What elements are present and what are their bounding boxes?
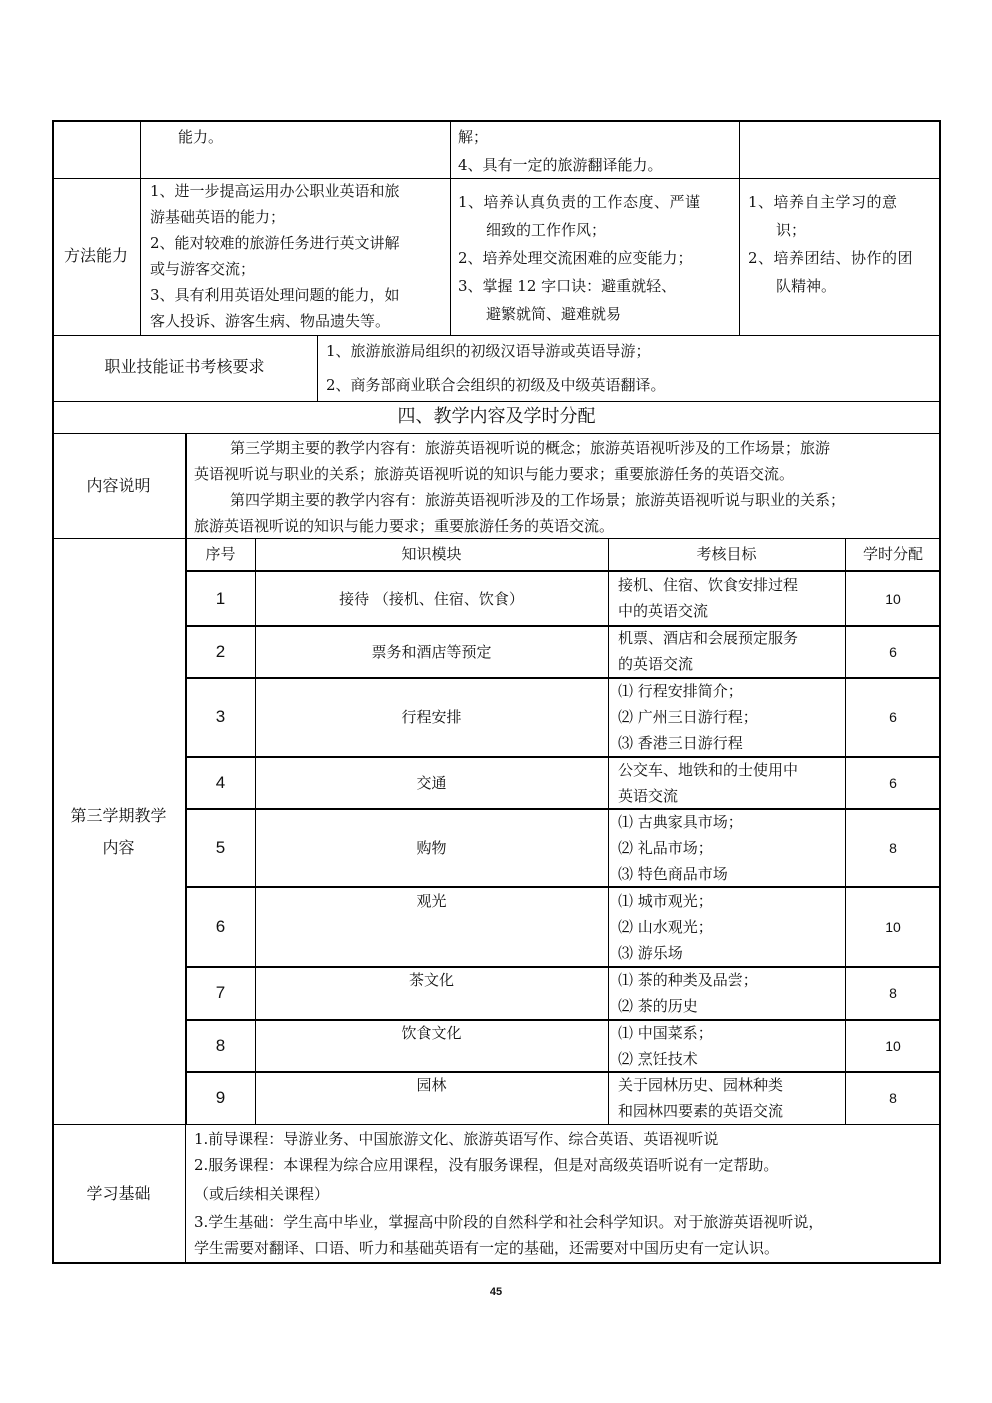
page-number: 45 — [489, 1286, 503, 1298]
basis-text: 学生需要对翻译、口语、听力和基础英语有一定的基础，还需要对中国历史有一定认识。 — [194, 1239, 780, 1257]
method-ability-text: 2、能对较难的旅游任务进行英文讲解 — [150, 234, 400, 252]
social-ability-text: 3、掌握 12 字口诀：避重就轻、 — [458, 277, 677, 295]
social-ability-text: 细致的工作作风； — [486, 221, 607, 239]
basis-text: 1.前导课程：导游业务、中国旅游文化、旅游英语写作、综合英语、英语视听说 — [194, 1130, 719, 1148]
rule — [450, 120, 451, 335]
semester-label: 内容 — [102, 838, 135, 857]
basis-label: 学习基础 — [86, 1184, 151, 1203]
content-text: 第三学期主要的教学内容有：旅游英语视听说的概念；旅游英语视听涉及的工作场景；旅游 — [230, 439, 831, 457]
row-goal: ⑶ 香港三日游行程 — [618, 734, 743, 752]
content-text: 英语视听说与职业的关系；旅游英语视听说的知识与能力要求；重要旅游任务的英语交流。 — [194, 465, 795, 483]
certificate-text: 1、旅游旅游局组织的初级汉语导游或英语导游； — [326, 342, 651, 360]
row-module: 接待 （接机、住宿、饮食） — [339, 590, 524, 608]
row-hours: 10 — [885, 591, 901, 607]
row-goal: ⑴ 茶的种类及品尝； — [618, 971, 758, 989]
method-ability-text: 3、具有利用英语处理问题的能力，如 — [150, 286, 400, 304]
row-hours: 10 — [885, 919, 901, 935]
row-no: 4 — [215, 773, 226, 792]
method-ability-label: 方法能力 — [63, 246, 128, 265]
ability-cell-text: 解； — [458, 128, 489, 146]
personal-ability-text: 1、培养自主学习的意 — [748, 193, 898, 211]
row-hours: 6 — [889, 775, 897, 791]
header-hours: 学时分配 — [862, 545, 923, 563]
row-no: 5 — [215, 838, 226, 857]
row-goal: ⑵ 礼品市场； — [618, 839, 713, 857]
row-module: 行程安排 — [401, 708, 462, 726]
row-module: 交通 — [416, 774, 447, 792]
row-goal: 公交车、地铁和的士使用中 — [618, 761, 799, 779]
basis-text: 3.学生基础：学生高中毕业，掌握高中阶段的自然科学和社会科学知识。对于旅游英语视听说， — [194, 1213, 824, 1231]
personal-ability-text: 2、培养团结、协作的团 — [748, 249, 914, 267]
section-title: 四、教学内容及学时分配 — [397, 406, 596, 427]
row-goal: ⑶ 特色商品市场 — [618, 865, 728, 883]
rule — [186, 677, 941, 679]
method-ability-text: 客人投诉、游客生病、物品遗失等。 — [150, 312, 391, 330]
row-no: 9 — [215, 1088, 226, 1107]
rule — [140, 120, 141, 335]
row-goal: 和园林四要素的英语交流 — [618, 1102, 784, 1120]
row-no: 1 — [215, 589, 226, 608]
rule — [317, 335, 318, 401]
personal-ability-text: 识； — [776, 221, 807, 239]
header-no: 序号 — [205, 545, 236, 563]
row-goal: 的英语交流 — [618, 655, 694, 673]
rule — [608, 538, 609, 1124]
row-goal: 机票、酒店和会展预定服务 — [618, 629, 799, 647]
row-goal: ⑴ 行程安排简介； — [618, 682, 743, 700]
row-no: 6 — [215, 917, 226, 936]
row-no: 2 — [215, 642, 226, 661]
method-ability-text: 1、进一步提高运用办公职业英语和旅 — [150, 182, 400, 200]
row-goal: ⑵ 广州三日游行程； — [618, 708, 758, 726]
row-hours: 6 — [889, 709, 897, 725]
content-label: 内容说明 — [86, 476, 151, 495]
rule — [185, 1124, 186, 1264]
social-ability-text: 2、培养处理交流困难的应变能力； — [458, 249, 693, 267]
content-text: 第四学期主要的教学内容有：旅游英语视听涉及的工作场景；旅游英语视听说与职业的关系； — [230, 491, 846, 509]
row-hours: 6 — [889, 644, 897, 660]
rule — [186, 756, 941, 758]
rule — [186, 808, 941, 810]
certificate-label: 职业技能证书考核要求 — [104, 357, 265, 376]
ability-cell-text: 能力。 — [178, 128, 224, 146]
content-text: 旅游英语视听说的知识与能力要求；重要旅游任务的英语交流。 — [194, 517, 615, 535]
rule — [52, 401, 941, 402]
method-ability-text: 游基础英语的能力； — [150, 208, 286, 226]
row-goal: ⑴ 城市观光； — [618, 892, 713, 910]
row-module: 票务和酒店等预定 — [371, 643, 492, 661]
rule — [186, 570, 941, 572]
row-no: 3 — [215, 707, 226, 726]
rule — [186, 625, 941, 627]
row-goal: 中的英语交流 — [618, 602, 709, 620]
row-no: 8 — [215, 1036, 226, 1055]
row-module: 观光 — [416, 892, 447, 910]
social-ability-text: 避繁就简、避难就易 — [486, 305, 622, 323]
row-goal: ⑵ 茶的历史 — [618, 997, 698, 1015]
row-goal: ⑴ 古典家具市场； — [618, 813, 743, 831]
basis-text: （或后续相关课程） — [194, 1185, 330, 1203]
row-hours: 8 — [889, 840, 897, 856]
row-goal: ⑵ 烹饪技术 — [618, 1050, 698, 1068]
row-module: 茶文化 — [408, 971, 454, 989]
row-goal: 接机、住宿、饮食安排过程 — [618, 576, 799, 594]
basis-text: 2.服务课程：本课程为综合应用课程，没有服务课程，但是对高级英语听说有一定帮助。 — [194, 1156, 779, 1174]
row-hours: 8 — [889, 1090, 897, 1106]
row-goal: 英语交流 — [618, 787, 679, 805]
semester-label: 第三学期教学 — [70, 806, 167, 825]
rule — [739, 120, 740, 335]
row-no: 7 — [215, 983, 226, 1002]
social-ability-text: 1、培养认真负责的工作态度、严谨 — [458, 193, 701, 211]
row-hours: 10 — [885, 1038, 901, 1054]
row-module: 饮食文化 — [401, 1024, 462, 1042]
header-goal: 考核目标 — [696, 545, 757, 563]
ability-cell-text: 4、具有一定的旅游翻译能力。 — [458, 156, 663, 174]
row-goal: 关于园林历史、园林种类 — [618, 1076, 784, 1094]
row-module: 购物 — [416, 839, 447, 857]
certificate-text: 2、商务部商业联合会组织的初级及中级英语翻译。 — [326, 376, 666, 394]
rule — [52, 335, 941, 336]
row-goal: ⑵ 山水观光； — [618, 918, 713, 936]
header-module: 知识模块 — [401, 545, 462, 563]
row-goal: ⑴ 中国菜系； — [618, 1024, 713, 1042]
personal-ability-text: 队精神。 — [776, 277, 837, 295]
row-goal: ⑶ 游乐场 — [618, 944, 683, 962]
row-hours: 8 — [889, 985, 897, 1001]
row-module: 园林 — [416, 1076, 447, 1094]
method-ability-text: 或与游客交流； — [150, 260, 256, 278]
